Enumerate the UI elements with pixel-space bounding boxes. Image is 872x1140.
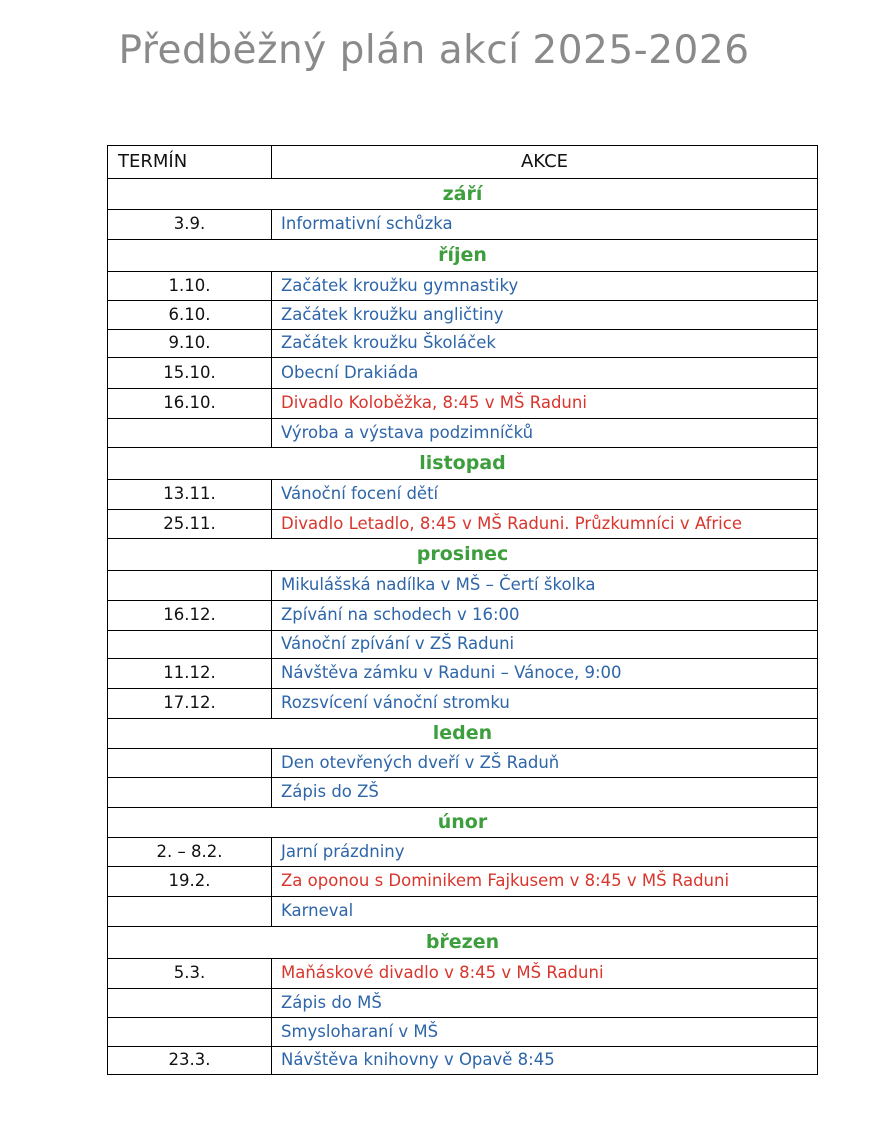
month-label: únor: [108, 808, 818, 838]
event-name: Mikulášská nadílka v MŠ – Čertí školka: [272, 571, 818, 601]
table-row: [108, 867, 818, 897]
event-date: 13.11.: [108, 480, 272, 510]
table-header-row: [108, 146, 818, 179]
event-name: Výroba a výstava podzimníčků: [272, 419, 818, 448]
event-date: 5.3.: [108, 959, 272, 989]
event-name: Obecní Drakiáda: [272, 358, 818, 389]
month-label: říjen: [108, 240, 818, 272]
table-row: [108, 330, 818, 358]
table-row: [108, 301, 818, 330]
table-row: [108, 631, 818, 659]
event-name: Začátek kroužku angličtiny: [272, 301, 818, 330]
event-date: 17.12.: [108, 689, 272, 719]
event-name: Informativní schůzka: [272, 210, 818, 240]
table-row: [108, 419, 818, 448]
event-name: Smysloharaní v MŠ: [272, 1018, 818, 1047]
event-name: Vánoční focení dětí: [272, 480, 818, 510]
table-row: [108, 389, 818, 419]
month-row: [108, 179, 818, 210]
event-name: Návštěva knihovny v Opavě 8:45: [272, 1047, 818, 1075]
event-name: Den otevřených dveří v ZŠ Raduň: [272, 749, 818, 778]
event-date: [108, 897, 272, 927]
event-name: Za oponou s Dominikem Fajkusem v 8:45 v MŠ Raduni: [272, 867, 818, 897]
schedule-body: [108, 146, 818, 1075]
schedule-table: [107, 145, 818, 1075]
event-date: 15.10.: [108, 358, 272, 389]
table-row: [108, 601, 818, 631]
event-date: 1.10.: [108, 272, 272, 301]
event-name: Začátek kroužku Školáček: [272, 330, 818, 358]
event-date: 23.3.: [108, 1047, 272, 1075]
page-title: Předběžný plán akcí 2025-2026: [118, 28, 750, 73]
month-label: září: [108, 179, 818, 210]
table-row: [108, 897, 818, 927]
event-name: Zápis do MŠ: [272, 989, 818, 1018]
event-name: Návštěva zámku v Raduni – Vánoce, 9:00: [272, 659, 818, 689]
month-label: březen: [108, 927, 818, 959]
table-row: [108, 210, 818, 240]
table-row: [108, 689, 818, 719]
header-date: TERMÍN: [108, 146, 272, 179]
table-row: [108, 510, 818, 539]
month-label: prosinec: [108, 539, 818, 571]
month-label: listopad: [108, 448, 818, 480]
event-name: Rozsvícení vánoční stromku: [272, 689, 818, 719]
month-row: [108, 448, 818, 480]
event-date: 19.2.: [108, 867, 272, 897]
month-row: [108, 808, 818, 838]
event-date: [108, 989, 272, 1018]
event-name: Vánoční zpívání v ZŠ Raduni: [272, 631, 818, 659]
event-date: 6.10.: [108, 301, 272, 330]
event-date: [108, 419, 272, 448]
table-row: [108, 778, 818, 808]
event-date: [108, 631, 272, 659]
event-date: 16.12.: [108, 601, 272, 631]
month-row: [108, 240, 818, 272]
table-row: [108, 838, 818, 867]
event-date: [108, 778, 272, 808]
table-row: [108, 749, 818, 778]
event-name: Zpívání na schodech v 16:00: [272, 601, 818, 631]
event-date: [108, 571, 272, 601]
table-row: [108, 358, 818, 389]
table-row: [108, 959, 818, 989]
event-name: Zápis do ZŠ: [272, 778, 818, 808]
table-row: [108, 1018, 818, 1047]
event-date: [108, 1018, 272, 1047]
event-date: 11.12.: [108, 659, 272, 689]
month-row: [108, 927, 818, 959]
event-date: [108, 749, 272, 778]
event-date: 3.9.: [108, 210, 272, 240]
table-row: [108, 1047, 818, 1075]
header-event: AKCE: [272, 146, 818, 179]
event-name: Karneval: [272, 897, 818, 927]
event-date: 16.10.: [108, 389, 272, 419]
table-row: [108, 571, 818, 601]
month-row: [108, 539, 818, 571]
event-date: 25.11.: [108, 510, 272, 539]
table-row: [108, 989, 818, 1018]
event-name: Divadlo Letadlo, 8:45 v MŠ Raduni. Průzkumníci v Africe: [272, 510, 818, 539]
table-row: [108, 272, 818, 301]
month-row: [108, 719, 818, 749]
event-name: Jarní prázdniny: [272, 838, 818, 867]
table-row: [108, 480, 818, 510]
table-row: [108, 659, 818, 689]
event-date: 9.10.: [108, 330, 272, 358]
event-date: 2. – 8.2.: [108, 838, 272, 867]
event-name: Maňáskové divadlo v 8:45 v MŠ Raduni: [272, 959, 818, 989]
event-name: Divadlo Koloběžka, 8:45 v MŠ Raduni: [272, 389, 818, 419]
event-name: Začátek kroužku gymnastiky: [272, 272, 818, 301]
month-label: leden: [108, 719, 818, 749]
